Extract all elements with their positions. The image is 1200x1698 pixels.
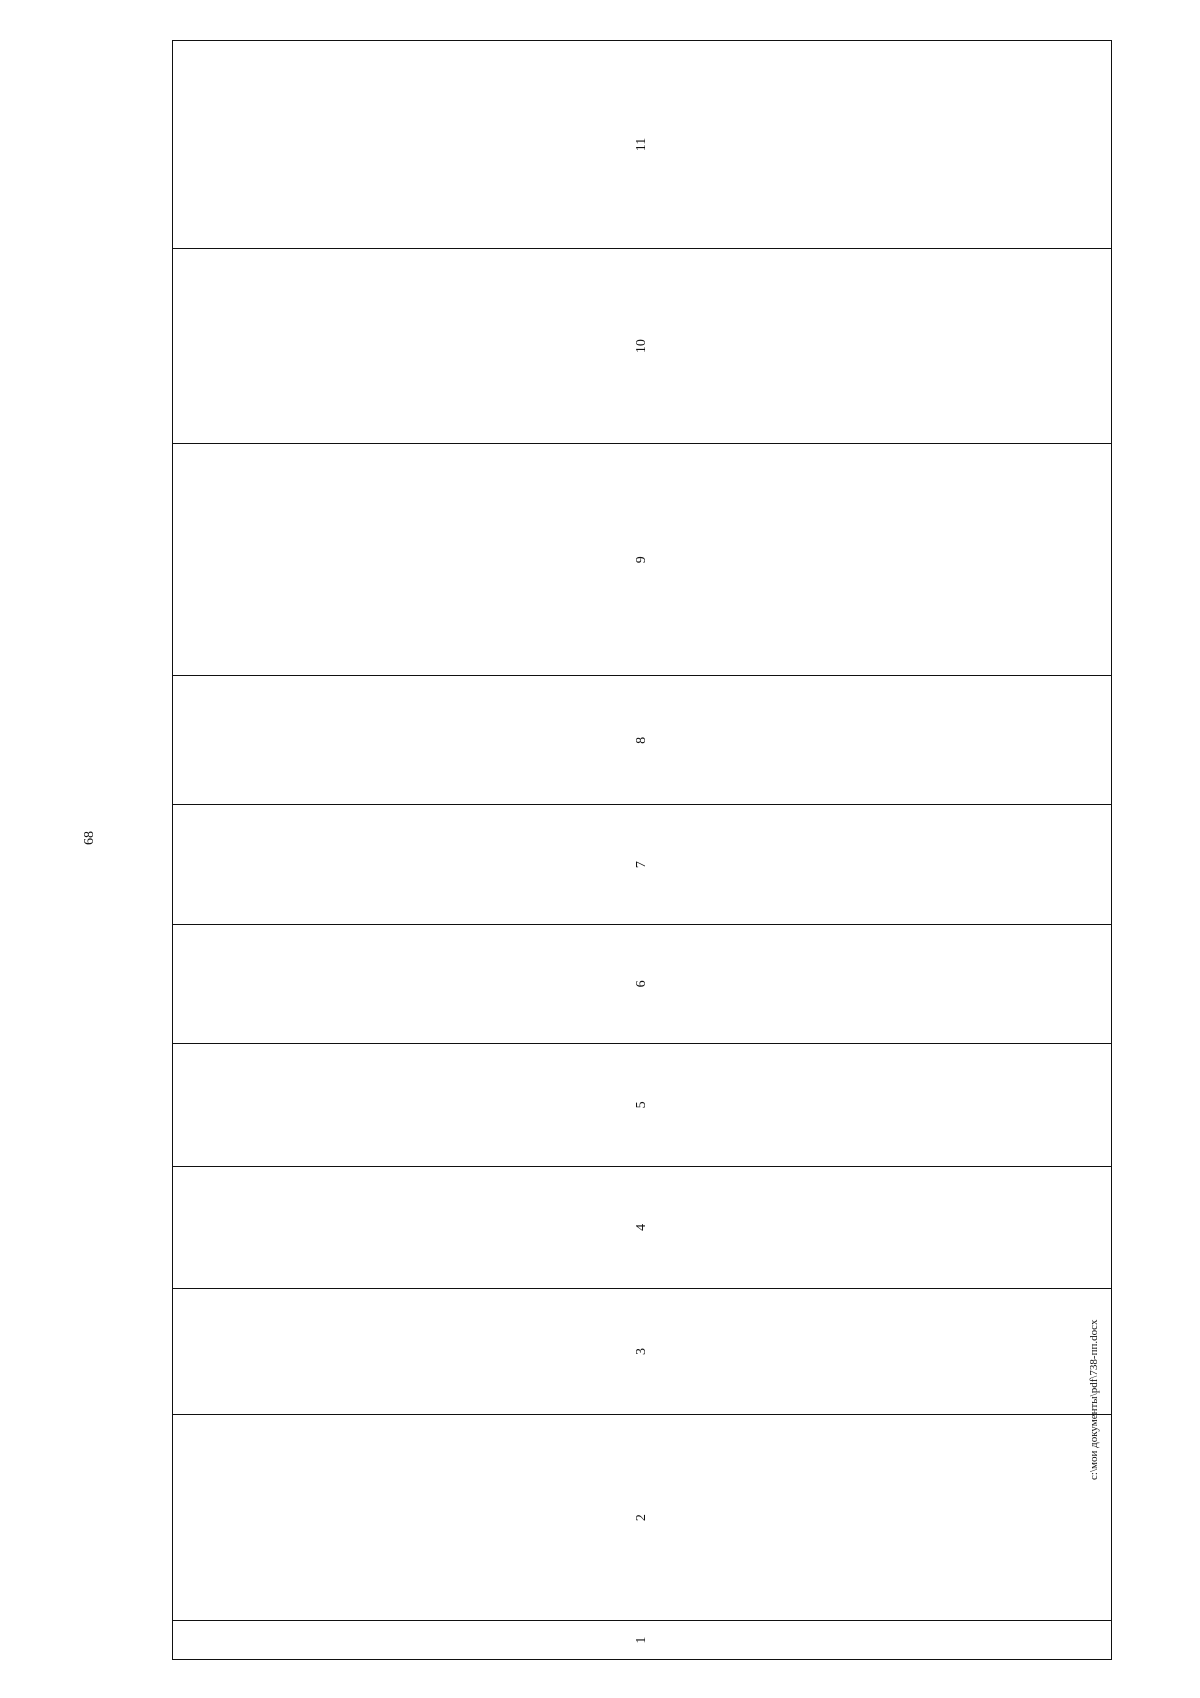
- header-cell: 10: [173, 249, 1112, 444]
- header-cell: 2: [173, 1414, 1112, 1620]
- header-cell: 1: [173, 1621, 1112, 1660]
- header-cell: 8: [173, 676, 1112, 805]
- footer-path: [1088, 1319, 1108, 1500]
- page-number: 68: [82, 831, 97, 845]
- header-cell: 5: [173, 1044, 1112, 1167]
- header-row: [173, 41, 1112, 1660]
- footer-text: c:\мои документы\pdf\738-пп.docx: [1088, 1319, 1100, 1480]
- header-cell: 9: [173, 444, 1112, 676]
- program-table: [172, 40, 1112, 1660]
- rotated-table-container: [172, 40, 1112, 1660]
- header-cell: 11: [173, 41, 1112, 249]
- header-cell: 6: [173, 924, 1112, 1043]
- header-cell: 3: [173, 1289, 1112, 1415]
- header-cell: 4: [173, 1166, 1112, 1289]
- header-cell: 7: [173, 805, 1112, 924]
